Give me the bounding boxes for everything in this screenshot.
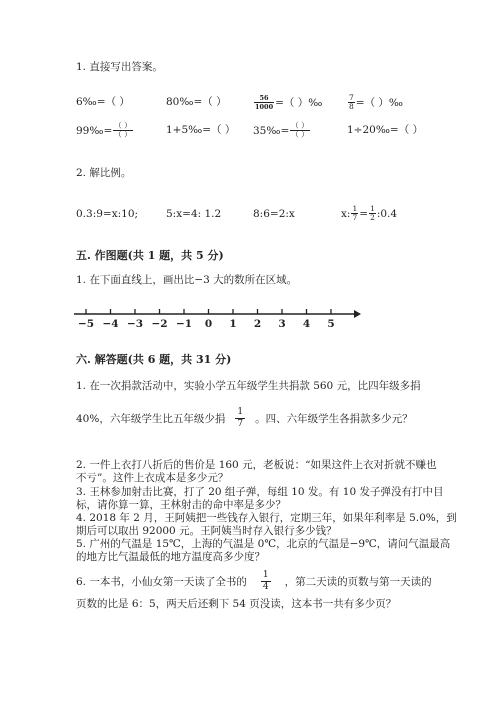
section6-q6-line1-suffix: ，第二天读的页数与第一天读的 <box>284 576 432 588</box>
q1-row1-item-d-rest: =（ ）‰ <box>355 97 404 109</box>
fraction-numerator: 7 <box>349 93 354 102</box>
fraction-denominator: 4 <box>262 582 269 592</box>
q1-row1-item-d <box>347 94 403 111</box>
q2-item-a: 0.3:9=x:10; <box>76 208 139 220</box>
q2-item-d-suffix: :0.4 <box>376 207 398 220</box>
q1-row2-item-c-prefix: 35‰= <box>253 124 290 137</box>
number-line-label: −5 <box>77 318 95 330</box>
section6-q1-line2 <box>76 407 413 430</box>
number-line-label: 2 <box>253 318 262 330</box>
fraction-denominator: （ ） <box>291 130 309 139</box>
fraction-numerator: （ ） <box>114 121 132 130</box>
fraction <box>261 570 271 593</box>
q1-row2-item-a-prefix: 99‰= <box>76 124 113 137</box>
number-line-label: −4 <box>102 318 119 330</box>
fraction <box>348 94 355 111</box>
fraction-denominator: 8 <box>349 102 354 111</box>
q2-item-c: 8:6=2:x <box>253 208 295 220</box>
number-line-label: 3 <box>278 318 286 330</box>
q2-item-b: 5:x=4: 1.2 <box>166 208 222 220</box>
q1-row2-item-c <box>253 122 311 139</box>
section6-q3-line1: 3. 王林参加射击比赛，打了 20 组子弹，每组 10 发。有 10 发子弹没有打中目 <box>76 486 444 498</box>
fraction-denominator: 7 <box>352 213 358 222</box>
section6-q5-line2: 的地方比气温最低的地方温度高多少度？ <box>76 551 265 563</box>
number-line-label: 1 <box>229 318 237 330</box>
q1-row2-item-d: 1÷20‰=（ ） <box>347 124 424 136</box>
section6-q6-line1 <box>76 570 432 593</box>
fraction <box>290 122 309 139</box>
section6-q1-line2-suffix: 。四、六年级学生各捐款多少元？ <box>255 413 413 425</box>
section6-q1-line2-prefix: 40%，六年级学生比五年级少捐 <box>76 413 226 425</box>
fraction-numerator: 1 <box>237 407 244 417</box>
fraction-denominator: 7 <box>237 419 244 429</box>
q2-item-d-prefix: x: <box>341 207 351 220</box>
section5-q1: 1. 在下面直线上，画出比−3 大的数所在区域。 <box>76 274 298 286</box>
section6-q6-line1-prefix: 6. 一本书，小仙女第一天读了全书的 <box>76 576 247 588</box>
q2-item-d-equals: = <box>359 207 369 220</box>
number-line-label: −3 <box>126 318 144 330</box>
fraction <box>113 122 132 139</box>
section6-q2-line1: 2. 一件上衣打八折后的售价是 160 元，老板说：“如果这件上衣对折就不赚也 <box>76 459 437 471</box>
fraction <box>369 205 376 222</box>
fraction-numerator: （ ） <box>291 121 309 130</box>
number-line-label: 0 <box>204 318 213 330</box>
arrow-right-icon <box>354 310 361 318</box>
q1-row1-item-a: 6‰=（ ） <box>76 96 130 108</box>
fraction-denominator: （ ） <box>114 130 132 139</box>
section5-title: 五. 作图题(共 1 题，共 5 分) <box>76 249 224 262</box>
section6-q2-line2: 不亏”。这件上衣成本是多少元？ <box>76 472 229 484</box>
q1-title: 1. 直接写出答案。 <box>76 61 163 73</box>
number-line-label: 5 <box>327 318 335 330</box>
section6-q3-line2: 标，请你算一算，王林射击的命中率是多少？ <box>76 499 286 511</box>
fraction-denominator: 2 <box>370 213 375 222</box>
q1-row1-item-c-rest: =（ ）‰ <box>275 97 323 109</box>
section6-q4-line1: 4. 2018 年 2 月，王阿姨把一些钱存入银行，定期三年，如果年利率是 5.0%，到 <box>76 512 457 524</box>
q2-title: 2. 解比例。 <box>76 167 132 179</box>
section6-q5-line1: 5. 广州的气温是 15℃，上海的气温是 0℃，北京的气温是−9℃，请问气温最高 <box>76 538 451 550</box>
section6-q4-line2: 期后可以取出 92000 元。王阿姨当时存入银行多少钱？ <box>76 525 337 537</box>
number-line-label: −2 <box>151 318 168 330</box>
number-line-label: −1 <box>175 318 193 330</box>
section6-q6-line2: 页数的比是 6：5，两天后还剩下 54 页没读，这本书一共有多少页？ <box>76 598 397 610</box>
fraction-denominator: 1000 <box>255 103 274 111</box>
q1-row2-item-b: 1+5‰=（ ） <box>166 124 236 136</box>
q1-row1-item-c <box>253 94 322 111</box>
fraction-numerator: 1 <box>352 204 358 213</box>
section6-title: 六. 解答题(共 6 题，共 31 分) <box>76 353 232 366</box>
fraction-numerator: 1 <box>370 204 375 213</box>
section6-q1-line1: 1. 在一次捐款活动中，实验小学五年级学生共捐款 560 元，比四年级多捐 <box>76 380 421 392</box>
fraction <box>235 407 245 430</box>
fraction-numerator: 56 <box>254 94 274 103</box>
q1-row1-item-b: 80‰=（ ） <box>166 96 227 108</box>
fraction <box>254 94 274 111</box>
fraction-numerator: 1 <box>262 570 269 580</box>
number-line-label: 4 <box>302 318 311 330</box>
q2-item-d <box>341 205 397 222</box>
fraction <box>351 205 358 222</box>
q1-row2-item-a <box>76 122 134 139</box>
